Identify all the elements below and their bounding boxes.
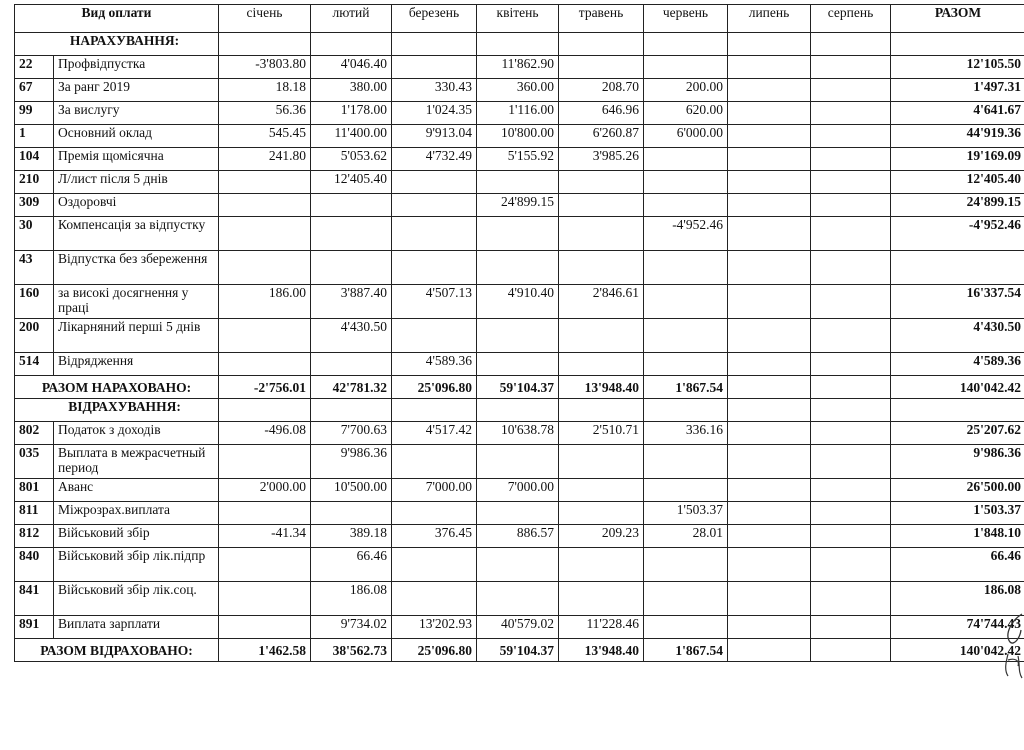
month-value xyxy=(811,285,891,319)
month-value xyxy=(392,445,477,479)
month-value: 336.16 xyxy=(644,422,728,445)
row-total: 16'337.54 xyxy=(891,285,1024,319)
month-value: 2'000.00 xyxy=(219,479,311,502)
row-name: Компенсація за відпустку xyxy=(54,217,219,251)
row-total: 26'500.00 xyxy=(891,479,1024,502)
month-value xyxy=(811,445,891,479)
month-value xyxy=(219,502,311,525)
month-value xyxy=(728,479,811,502)
month-value xyxy=(644,171,728,194)
month-value xyxy=(559,217,644,251)
payroll-table xyxy=(14,4,1024,662)
month-value xyxy=(644,582,728,616)
row-code: 514 xyxy=(15,353,54,376)
month-value: 56.36 xyxy=(219,102,311,125)
row-name: За ранг 2019 xyxy=(54,79,219,102)
month-value xyxy=(728,582,811,616)
total-label: РАЗОМ НАРАХОВАНО: xyxy=(15,376,219,399)
month-value xyxy=(728,548,811,582)
section-label: НАРАХУВАННЯ: xyxy=(15,33,219,56)
month-value: 9'986.36 xyxy=(311,445,392,479)
row-name: Основний оклад xyxy=(54,125,219,148)
month-total: 59'104.37 xyxy=(477,639,559,662)
row-name: Міжрозрах.виплата xyxy=(54,502,219,525)
table-row xyxy=(15,548,1024,582)
month-value xyxy=(477,582,559,616)
month-value xyxy=(644,319,728,353)
month-value: 200.00 xyxy=(644,79,728,102)
grand-total: 140'042.42 xyxy=(891,376,1024,399)
row-total: -4'952.46 xyxy=(891,217,1024,251)
month-value xyxy=(559,171,644,194)
row-name: Выплата в межрасчетный период xyxy=(54,445,219,479)
month-value xyxy=(728,285,811,319)
month-value: 10'500.00 xyxy=(311,479,392,502)
row-code: 200 xyxy=(15,319,54,353)
month-value: -496.08 xyxy=(219,422,311,445)
month-value xyxy=(311,251,392,285)
month-value xyxy=(811,102,891,125)
month-total: 38'562.73 xyxy=(311,639,392,662)
month-value: 1'024.35 xyxy=(392,102,477,125)
row-name: Оздоровчі xyxy=(54,194,219,217)
row-total: 4'589.36 xyxy=(891,353,1024,376)
month-value xyxy=(644,616,728,639)
month-value: 4'910.40 xyxy=(477,285,559,319)
row-code: 035 xyxy=(15,445,54,479)
row-code: 104 xyxy=(15,148,54,171)
month-value xyxy=(559,56,644,79)
month-value xyxy=(644,548,728,582)
empty-cell xyxy=(219,33,311,56)
empty-cell xyxy=(891,33,1024,56)
empty-cell xyxy=(219,399,311,422)
month-value: 620.00 xyxy=(644,102,728,125)
month-value: 2'510.71 xyxy=(559,422,644,445)
header-month: березень xyxy=(392,5,477,33)
month-value xyxy=(219,548,311,582)
deductions-section-header xyxy=(15,399,1024,422)
header-month: червень xyxy=(644,5,728,33)
month-value xyxy=(559,582,644,616)
month-value xyxy=(392,251,477,285)
month-total: 1'462.58 xyxy=(219,639,311,662)
row-code: 811 xyxy=(15,502,54,525)
month-value xyxy=(392,502,477,525)
grand-total: 140'042.42 xyxy=(891,639,1024,662)
row-code: 99 xyxy=(15,102,54,125)
row-code: 30 xyxy=(15,217,54,251)
month-value xyxy=(311,194,392,217)
section-label: ВІДРАХУВАННЯ: xyxy=(15,399,219,422)
row-name: Виплата зарплати xyxy=(54,616,219,639)
table-row xyxy=(15,194,1024,217)
month-total xyxy=(811,639,891,662)
month-value xyxy=(644,56,728,79)
month-value xyxy=(477,445,559,479)
month-value: 4'430.50 xyxy=(311,319,392,353)
month-value xyxy=(477,171,559,194)
row-total: 12'105.50 xyxy=(891,56,1024,79)
month-total: 13'948.40 xyxy=(559,639,644,662)
month-value xyxy=(219,171,311,194)
row-name: Військовий збір xyxy=(54,525,219,548)
month-total: 1'867.54 xyxy=(644,639,728,662)
month-value xyxy=(219,445,311,479)
month-value xyxy=(644,479,728,502)
row-name: Лікарняний перші 5 днів xyxy=(54,319,219,353)
month-value xyxy=(811,525,891,548)
row-name: Податок з доходів xyxy=(54,422,219,445)
header-month: лютий xyxy=(311,5,392,33)
month-value xyxy=(477,319,559,353)
table-row xyxy=(15,102,1024,125)
row-total xyxy=(891,251,1024,285)
month-value: 66.46 xyxy=(311,548,392,582)
month-value xyxy=(811,479,891,502)
month-value xyxy=(811,422,891,445)
empty-cell xyxy=(644,399,728,422)
month-value: 6'260.87 xyxy=(559,125,644,148)
row-code: 309 xyxy=(15,194,54,217)
empty-cell xyxy=(311,399,392,422)
month-total: 42'781.32 xyxy=(311,376,392,399)
month-value xyxy=(644,353,728,376)
deductions-total-row xyxy=(15,639,1024,662)
month-value xyxy=(728,56,811,79)
month-value xyxy=(728,502,811,525)
month-total xyxy=(728,376,811,399)
empty-cell xyxy=(311,33,392,56)
row-total: 9'986.36 xyxy=(891,445,1024,479)
row-total: 1'848.10 xyxy=(891,525,1024,548)
row-code: 801 xyxy=(15,479,54,502)
month-value xyxy=(728,194,811,217)
month-value xyxy=(219,616,311,639)
header-row xyxy=(15,5,1024,33)
table-row xyxy=(15,148,1024,171)
month-value xyxy=(392,217,477,251)
month-value: 18.18 xyxy=(219,79,311,102)
header-month: серпень xyxy=(811,5,891,33)
row-code: 1 xyxy=(15,125,54,148)
row-name: Відрядження xyxy=(54,353,219,376)
month-value xyxy=(311,353,392,376)
month-value: -41.34 xyxy=(219,525,311,548)
row-code: 841 xyxy=(15,582,54,616)
month-value xyxy=(644,251,728,285)
month-value xyxy=(477,353,559,376)
month-value xyxy=(311,502,392,525)
row-total: 12'405.40 xyxy=(891,171,1024,194)
month-value: -3'803.80 xyxy=(219,56,311,79)
row-total: 186.08 xyxy=(891,582,1024,616)
month-value xyxy=(728,422,811,445)
month-value: 7'000.00 xyxy=(392,479,477,502)
month-value xyxy=(477,217,559,251)
month-value xyxy=(728,102,811,125)
row-total: 24'899.15 xyxy=(891,194,1024,217)
month-value xyxy=(811,217,891,251)
month-value xyxy=(644,445,728,479)
empty-cell xyxy=(728,399,811,422)
month-value: 186.08 xyxy=(311,582,392,616)
month-value: 9'913.04 xyxy=(392,125,477,148)
month-value: 646.96 xyxy=(559,102,644,125)
table-row xyxy=(15,319,1024,353)
empty-cell xyxy=(811,33,891,56)
month-value xyxy=(392,319,477,353)
month-value xyxy=(728,445,811,479)
month-value: 9'734.02 xyxy=(311,616,392,639)
header-month: квітень xyxy=(477,5,559,33)
month-total: 13'948.40 xyxy=(559,376,644,399)
month-value xyxy=(644,194,728,217)
table-row xyxy=(15,285,1024,319)
month-value: 209.23 xyxy=(559,525,644,548)
row-code: 22 xyxy=(15,56,54,79)
row-code: 210 xyxy=(15,171,54,194)
row-total: 1'497.31 xyxy=(891,79,1024,102)
month-value xyxy=(728,319,811,353)
month-value xyxy=(728,148,811,171)
row-name: Профвідпустка xyxy=(54,56,219,79)
month-value: 11'228.46 xyxy=(559,616,644,639)
month-value: 28.01 xyxy=(644,525,728,548)
month-value: 12'405.40 xyxy=(311,171,392,194)
month-value xyxy=(559,353,644,376)
row-name: Відпустка без збереження xyxy=(54,251,219,285)
month-value xyxy=(392,171,477,194)
month-value: 6'000.00 xyxy=(644,125,728,148)
table-row xyxy=(15,171,1024,194)
header-month: січень xyxy=(219,5,311,33)
month-value: 24'899.15 xyxy=(477,194,559,217)
month-value xyxy=(392,582,477,616)
empty-cell xyxy=(559,33,644,56)
month-value: 330.43 xyxy=(392,79,477,102)
empty-cell xyxy=(392,33,477,56)
month-value xyxy=(559,194,644,217)
month-total xyxy=(811,376,891,399)
month-value xyxy=(811,125,891,148)
month-value: 10'638.78 xyxy=(477,422,559,445)
row-name: Премія щомісячна xyxy=(54,148,219,171)
row-total: 1'503.37 xyxy=(891,502,1024,525)
table-row xyxy=(15,125,1024,148)
month-value: 7'000.00 xyxy=(477,479,559,502)
month-value xyxy=(559,502,644,525)
month-value xyxy=(728,525,811,548)
month-value xyxy=(811,194,891,217)
month-value xyxy=(644,285,728,319)
empty-cell xyxy=(644,33,728,56)
month-value xyxy=(477,548,559,582)
month-total: 1'867.54 xyxy=(644,376,728,399)
empty-cell xyxy=(392,399,477,422)
month-value xyxy=(811,548,891,582)
month-value: -4'952.46 xyxy=(644,217,728,251)
row-code: 43 xyxy=(15,251,54,285)
row-name: Аванс xyxy=(54,479,219,502)
month-value xyxy=(728,217,811,251)
month-value: 1'178.00 xyxy=(311,102,392,125)
month-value: 2'846.61 xyxy=(559,285,644,319)
month-value xyxy=(728,125,811,148)
empty-cell xyxy=(477,399,559,422)
month-value: 7'700.63 xyxy=(311,422,392,445)
month-value xyxy=(219,353,311,376)
month-value xyxy=(559,445,644,479)
month-value xyxy=(811,502,891,525)
month-value: 11'862.90 xyxy=(477,56,559,79)
header-month: липень xyxy=(728,5,811,33)
table-row xyxy=(15,217,1024,251)
month-value xyxy=(392,194,477,217)
month-value: 5'053.62 xyxy=(311,148,392,171)
row-name: Л/лист після 5 днів xyxy=(54,171,219,194)
month-value xyxy=(728,79,811,102)
month-value: 3'887.40 xyxy=(311,285,392,319)
month-value xyxy=(728,251,811,285)
month-value: 4'507.13 xyxy=(392,285,477,319)
month-value: 1'503.37 xyxy=(644,502,728,525)
month-value: 5'155.92 xyxy=(477,148,559,171)
row-code: 840 xyxy=(15,548,54,582)
month-value: 360.00 xyxy=(477,79,559,102)
month-value xyxy=(392,548,477,582)
month-value xyxy=(559,479,644,502)
month-value xyxy=(559,251,644,285)
table-row xyxy=(15,56,1024,79)
month-value xyxy=(811,319,891,353)
month-value xyxy=(728,171,811,194)
month-value xyxy=(811,353,891,376)
month-value xyxy=(728,616,811,639)
header-month: травень xyxy=(559,5,644,33)
month-value xyxy=(811,148,891,171)
table-row xyxy=(15,502,1024,525)
accruals-total-row xyxy=(15,376,1024,399)
table-row xyxy=(15,251,1024,285)
header-payment-type: Вид оплати xyxy=(15,5,219,33)
month-value: 4'589.36 xyxy=(392,353,477,376)
month-value xyxy=(311,217,392,251)
month-total: 59'104.37 xyxy=(477,376,559,399)
month-value xyxy=(811,582,891,616)
month-value: 3'985.26 xyxy=(559,148,644,171)
month-value xyxy=(477,251,559,285)
month-value xyxy=(219,194,311,217)
table-row xyxy=(15,525,1024,548)
row-total: 74'744.43 xyxy=(891,616,1024,639)
total-label: РАЗОМ ВІДРАХОВАНО: xyxy=(15,639,219,662)
table-row xyxy=(15,445,1024,479)
table-row xyxy=(15,582,1024,616)
row-total: 19'169.09 xyxy=(891,148,1024,171)
month-total xyxy=(728,639,811,662)
row-code: 67 xyxy=(15,79,54,102)
row-name: за високі досягнення у праці xyxy=(54,285,219,319)
empty-cell xyxy=(477,33,559,56)
month-value xyxy=(811,251,891,285)
month-value: 186.00 xyxy=(219,285,311,319)
month-value xyxy=(728,353,811,376)
row-name: Військовий збір лік.підпр xyxy=(54,548,219,582)
month-value: 10'800.00 xyxy=(477,125,559,148)
row-name: За вислугу xyxy=(54,102,219,125)
month-value xyxy=(219,319,311,353)
empty-cell xyxy=(728,33,811,56)
month-value: 40'579.02 xyxy=(477,616,559,639)
month-value: 241.80 xyxy=(219,148,311,171)
month-value xyxy=(811,79,891,102)
row-code: 891 xyxy=(15,616,54,639)
table-row xyxy=(15,353,1024,376)
empty-cell xyxy=(811,399,891,422)
month-value xyxy=(219,582,311,616)
month-value xyxy=(477,502,559,525)
month-value xyxy=(219,251,311,285)
month-value xyxy=(644,148,728,171)
month-value: 380.00 xyxy=(311,79,392,102)
month-value: 1'116.00 xyxy=(477,102,559,125)
month-value: 11'400.00 xyxy=(311,125,392,148)
handwritten-signature xyxy=(994,604,1024,684)
row-total: 4'641.67 xyxy=(891,102,1024,125)
month-value xyxy=(392,56,477,79)
empty-cell xyxy=(891,399,1024,422)
month-value: 886.57 xyxy=(477,525,559,548)
accruals-section-header xyxy=(15,33,1024,56)
month-value: 4'517.42 xyxy=(392,422,477,445)
month-value: 4'732.49 xyxy=(392,148,477,171)
table-row xyxy=(15,79,1024,102)
row-code: 160 xyxy=(15,285,54,319)
row-total: 66.46 xyxy=(891,548,1024,582)
row-total: 25'207.62 xyxy=(891,422,1024,445)
month-value xyxy=(559,548,644,582)
month-value xyxy=(219,217,311,251)
month-value: 545.45 xyxy=(219,125,311,148)
row-name: Військовий збір лік.соц. xyxy=(54,582,219,616)
empty-cell xyxy=(559,399,644,422)
month-value xyxy=(559,319,644,353)
table-row xyxy=(15,616,1024,639)
month-value: 376.45 xyxy=(392,525,477,548)
month-total: 25'096.80 xyxy=(392,376,477,399)
month-value xyxy=(811,56,891,79)
month-total: -2'756.01 xyxy=(219,376,311,399)
row-total: 4'430.50 xyxy=(891,319,1024,353)
table-row xyxy=(15,479,1024,502)
month-value: 208.70 xyxy=(559,79,644,102)
month-value xyxy=(811,171,891,194)
month-value xyxy=(811,616,891,639)
month-value: 13'202.93 xyxy=(392,616,477,639)
row-code: 812 xyxy=(15,525,54,548)
month-value: 4'046.40 xyxy=(311,56,392,79)
month-total: 25'096.80 xyxy=(392,639,477,662)
header-total: РАЗОМ xyxy=(891,5,1024,33)
row-total: 44'919.36 xyxy=(891,125,1024,148)
table-row xyxy=(15,422,1024,445)
row-code: 802 xyxy=(15,422,54,445)
month-value: 389.18 xyxy=(311,525,392,548)
